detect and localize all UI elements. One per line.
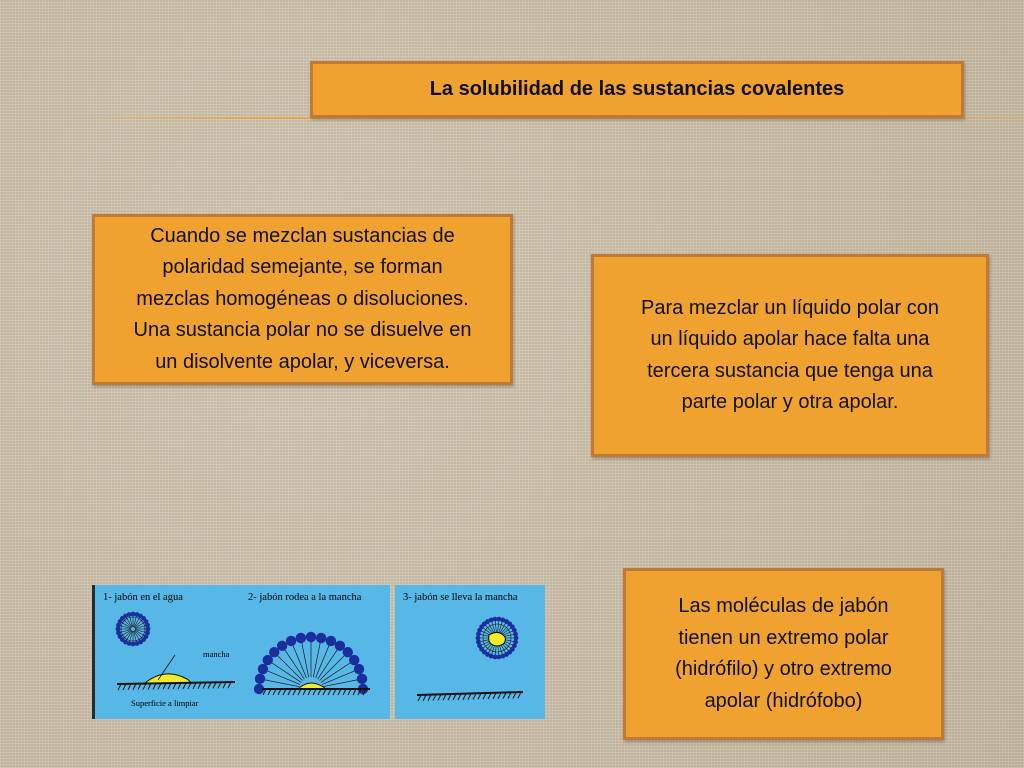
slide-title: La solubilidad de las sustancias covalentes xyxy=(429,78,845,100)
polarity-mixing-text xyxy=(134,221,472,379)
text-line: (hidrófilo) y otro extremo xyxy=(675,658,892,680)
soap-head xyxy=(145,623,150,628)
trapped-stain-shape xyxy=(489,632,506,646)
soap-tail xyxy=(318,646,340,679)
soap-tail xyxy=(263,669,300,684)
micelle-icon xyxy=(116,612,151,647)
soap-molecules-text-box xyxy=(623,568,944,740)
soap-head xyxy=(258,664,268,674)
stain-shape xyxy=(145,674,191,683)
soap-head xyxy=(255,674,265,684)
text-line: tienen un extremo polar xyxy=(678,626,889,649)
soap-tail xyxy=(316,641,331,678)
soap-molecules-text xyxy=(675,591,892,717)
soap-tail xyxy=(319,652,347,680)
text-line: Para mezclar un líquido polar con xyxy=(641,296,939,319)
soap-removes-stain-illustration xyxy=(395,585,545,719)
text-line: parte polar y otra apolar. xyxy=(681,391,899,413)
text-line: apolar (hidrófobo) xyxy=(704,689,863,712)
soap-head xyxy=(354,664,364,674)
panel-1-label: 1- jabón en el agua xyxy=(103,592,183,603)
third-substance-text xyxy=(641,293,939,419)
soap-tail xyxy=(268,660,301,682)
surface-label: Superficie a limpiar xyxy=(131,698,199,708)
soap-head xyxy=(277,641,287,651)
panel-3-label: 3- jabón se lleva la mancha xyxy=(403,592,518,603)
soap-head xyxy=(306,632,316,642)
soap-head xyxy=(326,636,336,646)
text-line: Las moléculas de jabón xyxy=(678,595,889,617)
text-line: Una sustancia polar no se disuelve en xyxy=(133,319,472,342)
stain-label: mancha xyxy=(203,649,230,659)
soap-head xyxy=(286,636,296,646)
soap-removes-stain-panel xyxy=(395,585,545,719)
soap-head xyxy=(296,633,306,643)
soap-tail xyxy=(313,638,321,677)
soap-in-water-panel xyxy=(92,585,242,719)
text-line: polaridad semejante, se forman xyxy=(162,256,443,279)
text-line: Cuando se mezclan sustancias de xyxy=(150,224,455,247)
third-substance-text-box xyxy=(591,254,989,457)
soap-head xyxy=(513,632,518,637)
soap-tail xyxy=(274,652,302,680)
soap-head xyxy=(357,674,367,684)
soap-tail xyxy=(322,669,359,684)
soap-tail xyxy=(291,641,306,678)
soap-tail xyxy=(323,679,362,687)
soap-surrounds-stain-panel xyxy=(240,585,390,719)
soap-tail xyxy=(321,660,354,682)
text-line: un disolvente apolar, y viceversa. xyxy=(155,350,450,373)
soap-tail xyxy=(282,646,304,679)
panel-2-label: 2- jabón rodea a la mancha xyxy=(248,592,362,603)
text-line: mezclas homogéneas o disoluciones. xyxy=(136,287,469,310)
text-line: un líquido apolar hace falta una xyxy=(650,328,930,350)
soap-head xyxy=(349,655,359,665)
slide-title-box xyxy=(310,61,964,118)
text-line: tercera sustancia que tenga una xyxy=(647,359,933,382)
soap-tail xyxy=(260,679,299,687)
soap-head xyxy=(316,633,326,643)
polarity-mixing-text-box xyxy=(92,214,513,385)
soap-surrounds-stain-illustration xyxy=(240,585,390,719)
soap-tail xyxy=(301,638,309,677)
